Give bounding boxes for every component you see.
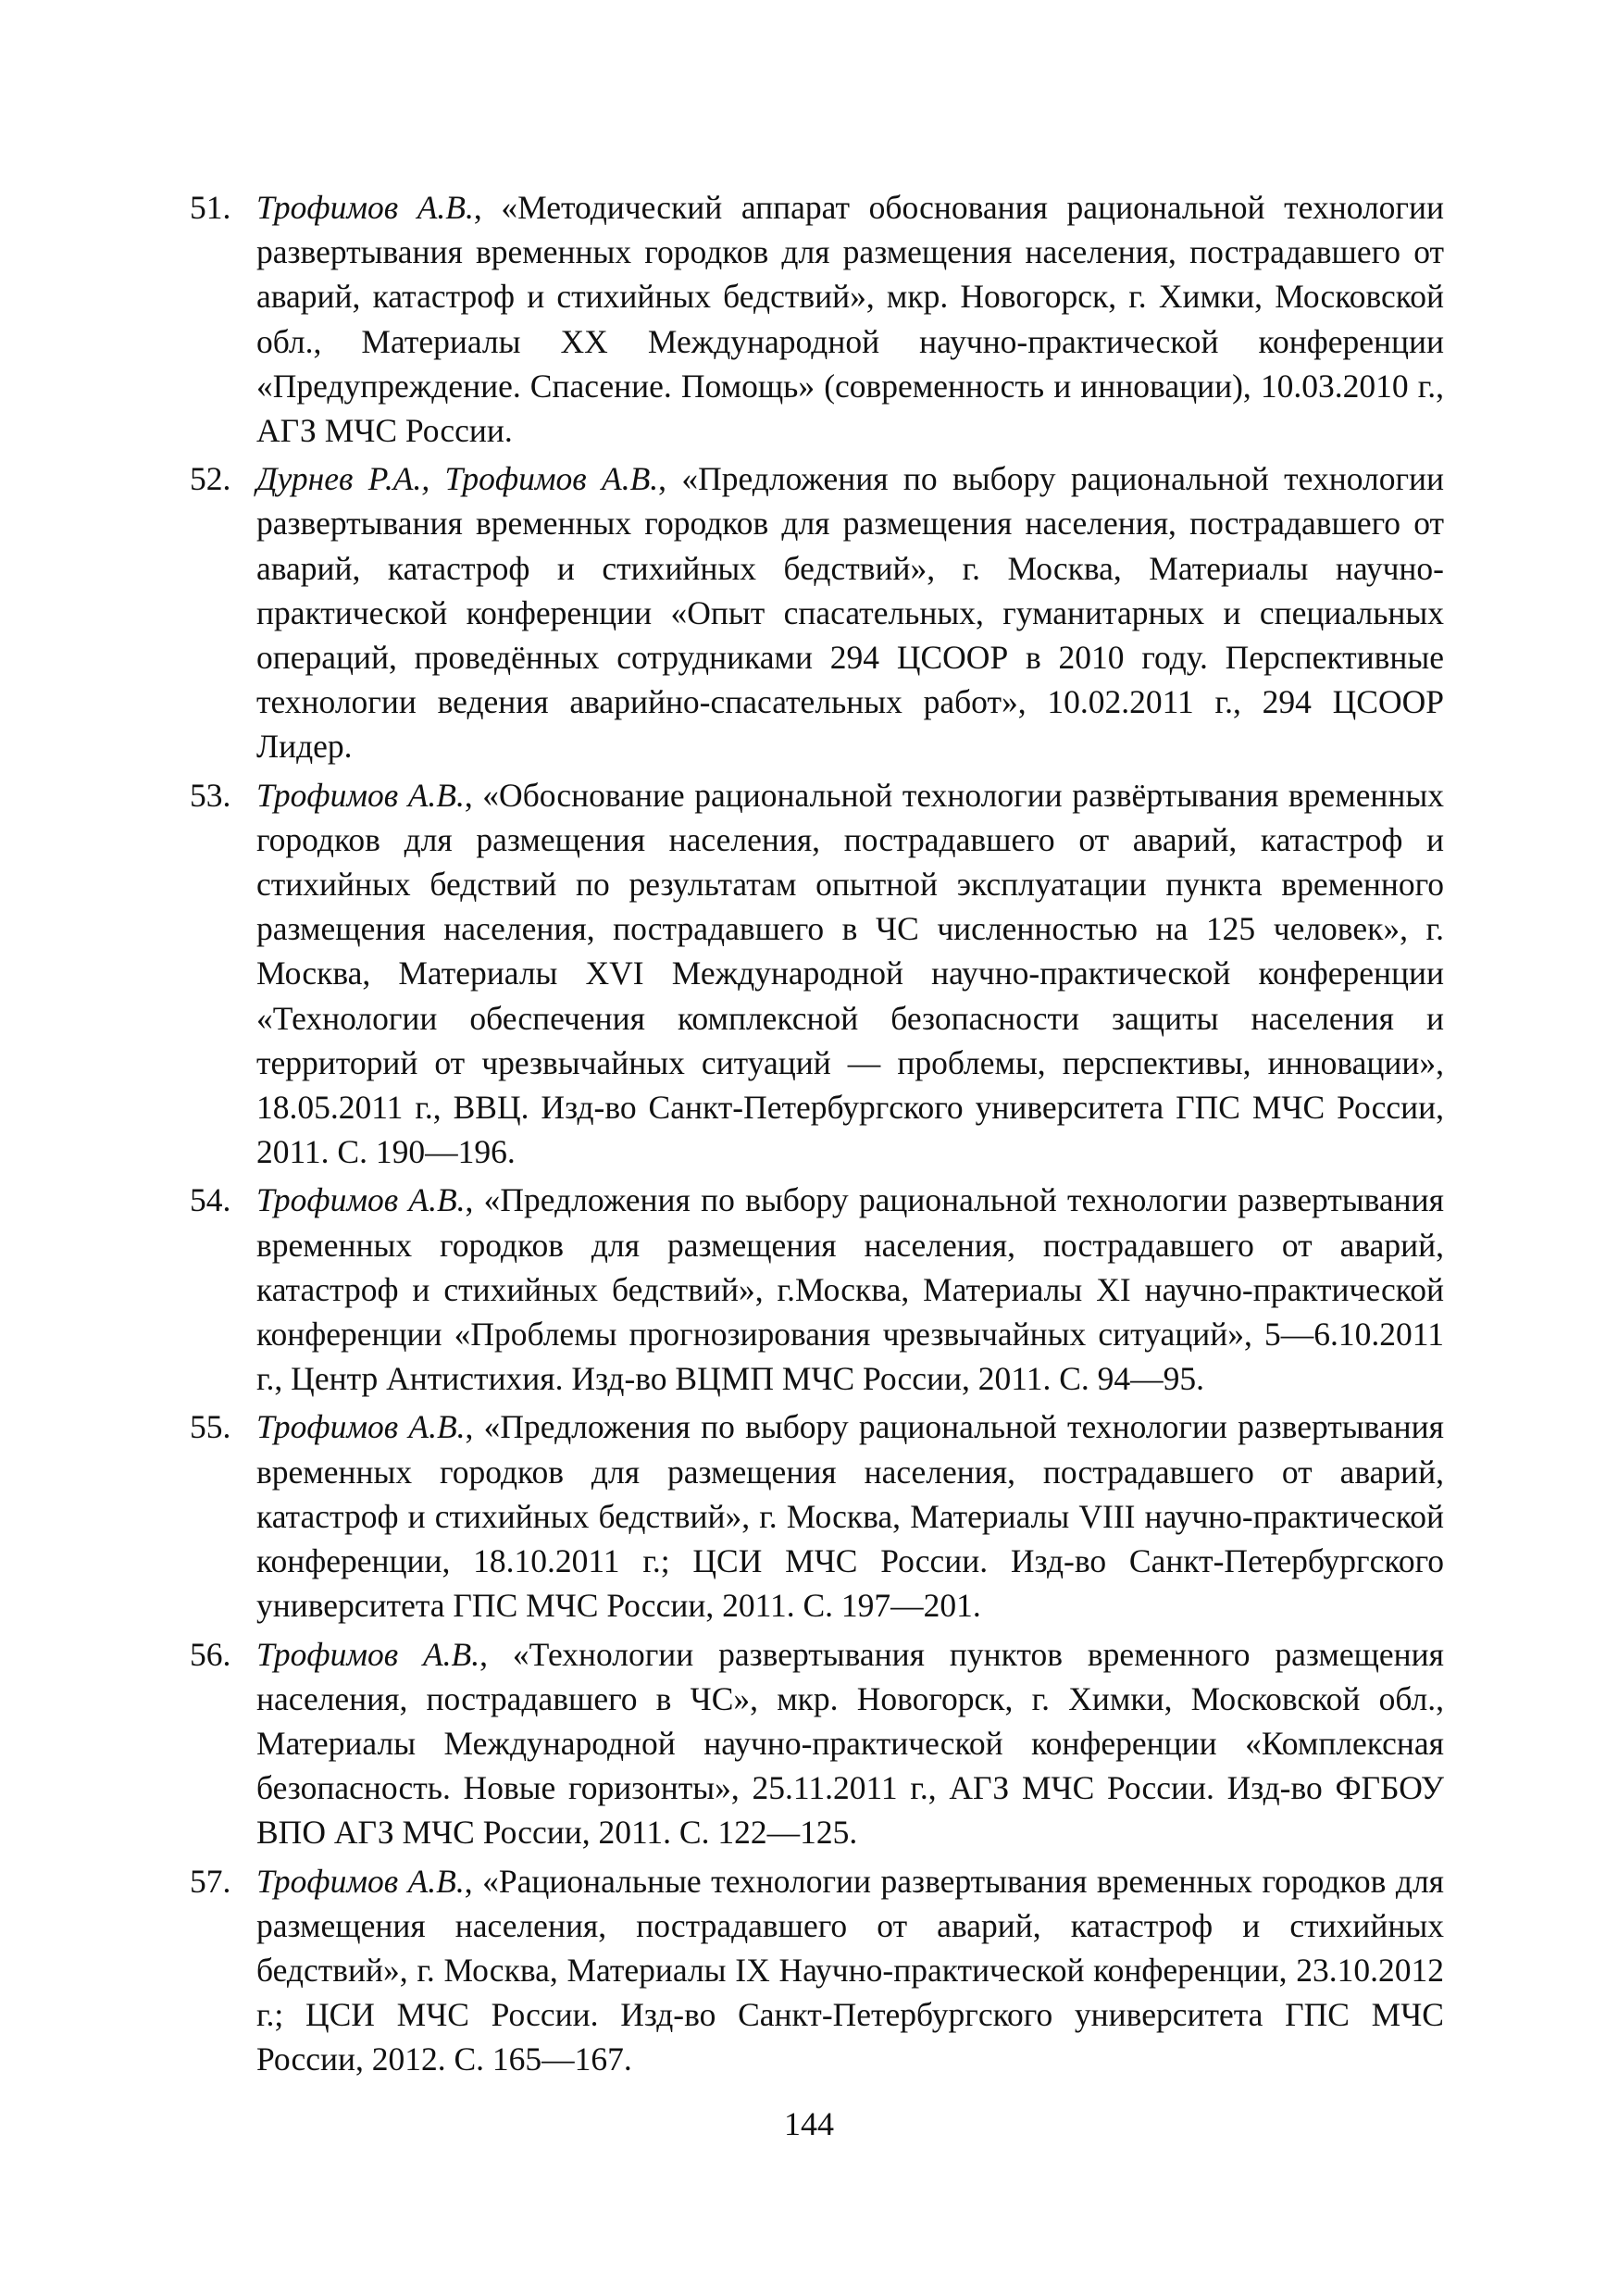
page-number: 144 — [784, 2105, 834, 2142]
reference-authors: Трофимов А.В. — [256, 189, 474, 226]
reference-item — [190, 1859, 1444, 2082]
reference-number: 57. — [190, 1862, 231, 1900]
reference-authors: Трофимов А.В. — [256, 776, 465, 814]
reference-text: , «Предложения по выбору рациональной технологии развертывания временных городков для размещения населения, пострадавшего от аварий, катастроф и стихийных бедствий», г.Москва, Материалы XI научно-практической конференции «Проблемы прогнозирования чрезвычайных ситуаций», 5—6.10.2011 г., Центр Антистихия. Изд-во ВЦМП МЧС России, 2011. С. 94—95. — [256, 1181, 1445, 1398]
reference-authors: Трофимов А.В. — [256, 1862, 465, 1900]
reference-text: , «Обоснование рациональной технологии развёртывания временных городков для размещения населения, пострадавшего от аварий, катастроф и стихийных бедствий по результатам опытной эксплуатации пункта временного размещения населения, пострадавшего в ЧС численностью на 125 человек», г. Москва, Материалы XVI Международной научно-практической конференции «Технологии обеспечения комплексной безопасности защиты населения и территорий от чрезвычайных ситуаций — проблемы, перспективы, инновации», 18.05.2011 г., ВВЦ. Изд-во Санкт-Петербургского университета ГПС МЧС России, 2011. С. 190—196. — [256, 776, 1445, 1171]
reference-text: , «Предложения по выбору рациональной технологии развертывания временных городков для размещения населения, пострадавшего от аварий, катастроф и стихийных бедствий», г. Москва, Материалы научно-практической конференции «Опыт спасательных, гуманитарных и специальных операций, проведённых сотрудниками 294 ЦСООР в 2010 году. Перспективные технологии ведения аварийно-спасательных работ», 10.02.2011 г., 294 ЦСООР Лидер. — [256, 460, 1444, 766]
reference-number: 51. — [190, 189, 231, 226]
reference-authors: Трофимов А.В. — [256, 1635, 480, 1673]
reference-text: , «Методический аппарат обоснования рациональной технологии развертывания временных городков для размещения населения, пострадавшего от аварий, катастроф и стихийных бедствий», мкр. Новогорск, г. Химки, Московской обл., Материалы XX Международной научно-практической конференции «Предупреждение. Спасение. Помощь» (современность и инновации), 10.03.2010 г., АГЗ МЧС России. — [256, 189, 1444, 450]
reference-text: , «Технологии развертывания пунктов временного размещения населения, пострадавшего в ЧС», мкр. Новогорск, г. Химки, Московской обл., Материалы Международной научно-практической конференции «Комплексная безопасность. Новые горизонты», 25.11.2011 г., АГЗ МЧС России. Изд-во ФГБОУ ВПО АГЗ МЧС России, 2011. С. 122—125. — [256, 1635, 1445, 1852]
reference-text: , «Рациональные технологии развертывания временных городков для размещения населения, пострадавшего от аварий, катастроф и стихийных бедствий», г. Москва, Материалы IX Научно-практической конференции, 23.10.2012 г.; ЦСИ МЧС России. Изд-во Санкт-Петербургского университета ГПС МЧС России, 2012. С. 165—167. — [256, 1862, 1444, 2078]
reference-item — [190, 185, 1444, 453]
reference-item — [190, 773, 1444, 1175]
reference-number: 52. — [190, 460, 231, 498]
reference-text: , «Предложения по выбору рациональной технологии развертывания временных городков для размещения населения, пострадавшего от аварий, катастроф и стихийных бедствий», г. Москва, Материалы VIII научно-практической конференции, 18.10.2011 г.; ЦСИ МЧС России. Изд-во Санкт-Петербургского университета ГПС МЧС России, 2011. С. 197—201. — [256, 1408, 1445, 1625]
reference-authors: Трофимов А.В. — [256, 1408, 466, 1446]
reference-item — [190, 456, 1444, 768]
reference-number: 54. — [190, 1181, 231, 1219]
reference-authors: Дурнев Р.А., Трофимов А.В. — [256, 460, 659, 498]
reference-list — [190, 185, 1444, 2086]
reference-number: 55. — [190, 1408, 231, 1446]
reference-item — [190, 1404, 1444, 1628]
reference-number: 56. — [190, 1635, 231, 1673]
reference-authors: Трофимов А.В. — [256, 1181, 466, 1219]
reference-item — [190, 1178, 1444, 1401]
reference-number: 53. — [190, 776, 231, 814]
reference-item — [190, 1632, 1444, 1855]
